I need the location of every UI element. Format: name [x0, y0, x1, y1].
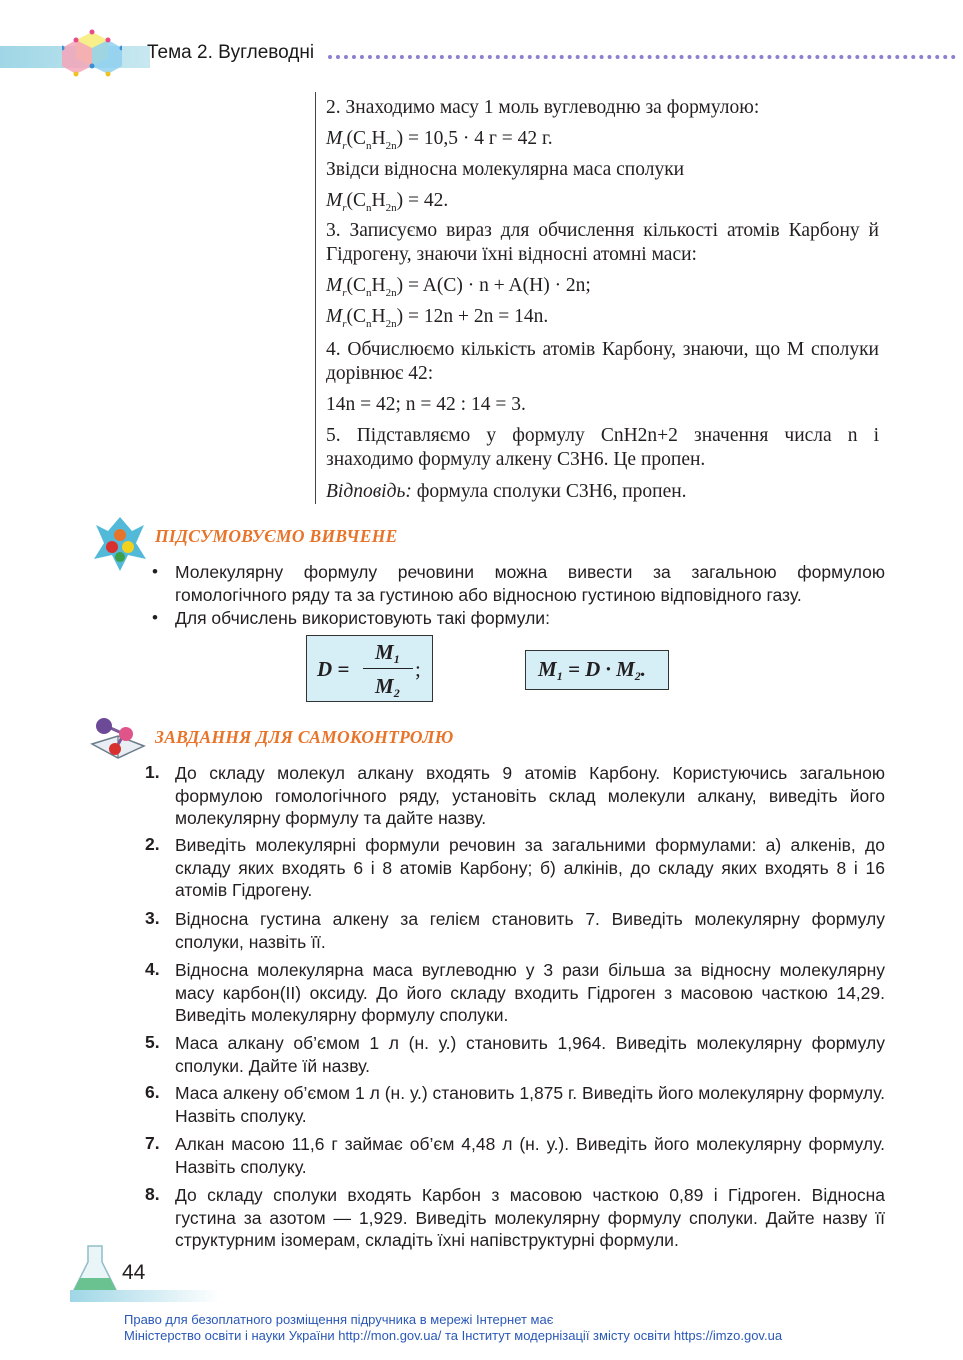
header-title: Тема 2. Вуглеводні: [147, 42, 315, 63]
task-number: 5.: [145, 1032, 160, 1052]
task-text: До складу сполуки входять Карбон з масовою часткою 0,89 і Гідроген. Відносна густина за азотом — 1,929. Виведіть молекулярну формулу сполуки. Дайте назву її структурним ізомерам, складіть їхні напівструктурні формули.: [175, 1185, 885, 1250]
task-number: 1.: [145, 762, 160, 782]
header-dotted-rule: [328, 55, 956, 59]
task-text: До складу молекул алкану входять 9 атомів Карбону. Користуючись загальною формулою гомологічного ряду, установіть склад молекули алкану, виведіть його молекулярну формулу та дайте назву.: [175, 763, 885, 828]
footer-copyright-line-1: Право для безоплатного розміщення підручника в мережі Інтернет має: [124, 1312, 554, 1327]
solution-step-3: 3. Записуємо вираз для обчислення кількості атомів Карбону й Гідрогену, знаючи їхні відносні атомні маси:: [326, 220, 879, 265]
molecule-icon: [62, 28, 122, 84]
bullet-marker: •: [152, 608, 158, 627]
bullet-marker: •: [152, 562, 158, 581]
summary-heading: ПІДСУМОВУЄМО ВИВЧЕНЕ: [155, 526, 398, 546]
formula-box-mass: $M_1 = D \cdot M_2$.: [525, 650, 669, 690]
task-number: 2.: [145, 834, 160, 854]
task-text: Відносна молекулярна маса вуглеводню у 3 рази більша за відносну молекулярну масу карбон(ІІ) оксиду. До його складу входить Гідроген з масовою часткою 14,29. Виведіть молекулярну формулу сполуки.: [175, 960, 885, 1025]
solution-formula-5: 14n = 42; n = 42 : 14 = 3.: [326, 394, 526, 415]
solution-step-5: 5. Підставляємо у формулу CnH2n+2 значення числа n і знаходимо формулу алкену C3H6. Це пропен.: [326, 425, 879, 470]
solution-formula-3: $M_r(C_nH_{2n}) = A(C) \cdot n + A(H) \cdot 2n$;: [326, 275, 591, 299]
task-text: Виведіть молекулярні формули речовин за загальними формулами: а) алкенів, до складу яких входять 6 і 8 атомів Карбону; б) алкінів, до складу яких входять 8 і 16 атомів Гідрогену.: [175, 835, 885, 900]
task-text: Маса алкану об’ємом 1 л (н. у.) становить 1,964. Виведіть молекулярну формулу сполуки. Дайте їй назву.: [175, 1033, 885, 1076]
atoms-icon: [92, 515, 148, 573]
solution-answer: Відповідь: формула сполуки C3H6, пропен.: [326, 481, 687, 502]
solution-formula-2: $M_r(C_nH_{2n}) = 42$.: [326, 190, 449, 214]
tasks-heading: ЗАВДАННЯ ДЛЯ САМОКОНТРОЛЮ: [155, 727, 454, 747]
task-text: Алкан масою 11,6 г займає об’єм 4,48 л (н. у.). Виведіть його молекулярну формулу. Назвіть сполуку.: [175, 1134, 885, 1177]
solution-step-4: 4. Обчислюємо кількість атомів Карбону, знаючи, що M сполуки дорівнює 42:: [326, 339, 879, 384]
footer-band: [70, 1290, 220, 1302]
formula-box-density: D = $M_1$ $M_2$ ;: [306, 635, 433, 702]
solution-formula-1: $M_r(C_nH_{2n}) = 10,5 \cdot 4$ г = 42 г.: [326, 128, 553, 152]
book-molecule-icon: [88, 714, 146, 768]
page-number: 44: [122, 1261, 146, 1284]
solution-formula-4: $M_r(C_nH_{2n}) = 12n + 2n = 14n$.: [326, 306, 549, 330]
task-number: 6.: [145, 1082, 160, 1102]
solution-block: [315, 92, 881, 504]
summary-bullet-1: Молекулярну формулу речовини можна вивести за загальною формулою гомологічного ряду та за густиною або відносною густиною відповідного газу.: [175, 562, 885, 605]
task-number: 8.: [145, 1184, 160, 1204]
task-number: 3.: [145, 908, 160, 928]
solution-text-1: Звідси відносна молекулярна маса сполуки: [326, 159, 685, 180]
task-text: Маса алкену об’ємом 1 л (н. у.) становить 1,875 г. Виведіть його молекулярну формулу. Назвіть сполуку.: [175, 1083, 885, 1126]
task-text: Відносна густина алкену за гелієм становить 7. Виведіть молекулярну формулу сполуки, назвіть її.: [175, 909, 885, 952]
task-number: 4.: [145, 959, 160, 979]
footer-copyright-line-2: Міністерство освіти і науки України http://mon.gov.ua/ та Інститут модернізації змісту освіти https://imzo.gov.ua: [124, 1328, 783, 1343]
summary-bullet-2: Для обчислень використовують такі формули:: [175, 608, 550, 628]
task-number: 7.: [145, 1133, 160, 1153]
solution-step-2: 2. Знаходимо масу 1 моль вуглеводню за формулою:: [326, 97, 760, 118]
